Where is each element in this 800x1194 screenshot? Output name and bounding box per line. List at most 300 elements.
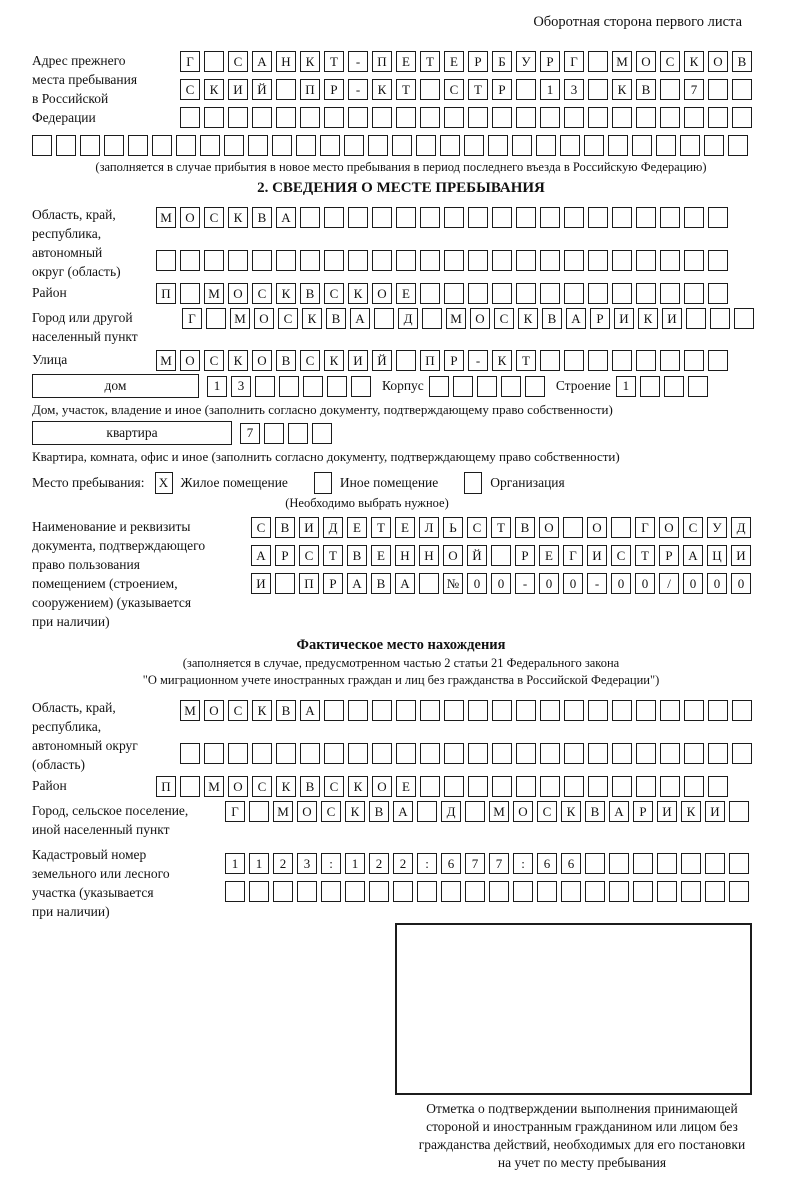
- char-cell[interactable]: [300, 743, 320, 764]
- char-cell[interactable]: [489, 881, 509, 902]
- char-cell[interactable]: К: [518, 308, 538, 329]
- char-cell[interactable]: [608, 135, 628, 156]
- char-cell[interactable]: [321, 881, 341, 902]
- char-cell[interactable]: Ц: [707, 545, 727, 566]
- char-cell[interactable]: [420, 207, 440, 228]
- char-cell[interactable]: [660, 776, 680, 797]
- char-cell[interactable]: О: [180, 350, 200, 371]
- char-cell[interactable]: А: [395, 573, 415, 594]
- char-cell[interactable]: [588, 250, 608, 271]
- char-cell[interactable]: №: [443, 573, 463, 594]
- char-cell[interactable]: С: [444, 79, 464, 100]
- char-cell[interactable]: [312, 423, 332, 444]
- char-cell[interactable]: [32, 135, 52, 156]
- char-cell[interactable]: Р: [444, 350, 464, 371]
- char-cell[interactable]: [248, 135, 268, 156]
- char-cell[interactable]: К: [228, 207, 248, 228]
- char-cell[interactable]: [564, 743, 584, 764]
- char-cell[interactable]: [252, 743, 272, 764]
- char-cell[interactable]: 2: [393, 853, 413, 874]
- char-cell[interactable]: [104, 135, 124, 156]
- char-cell[interactable]: В: [276, 700, 296, 721]
- char-cell[interactable]: [320, 135, 340, 156]
- char-cell[interactable]: [492, 207, 512, 228]
- char-cell[interactable]: [684, 776, 704, 797]
- char-cell[interactable]: О: [254, 308, 274, 329]
- char-cell[interactable]: А: [252, 51, 272, 72]
- char-cell[interactable]: 3: [231, 376, 251, 397]
- char-cell[interactable]: В: [585, 801, 605, 822]
- char-cell[interactable]: [477, 376, 497, 397]
- char-cell[interactable]: [440, 135, 460, 156]
- char-cell[interactable]: [612, 743, 632, 764]
- char-cell[interactable]: [393, 881, 413, 902]
- char-cell[interactable]: 0: [467, 573, 487, 594]
- char-cell[interactable]: [708, 207, 728, 228]
- char-cell[interactable]: С: [180, 79, 200, 100]
- char-cell[interactable]: -: [468, 350, 488, 371]
- char-cell[interactable]: [180, 250, 200, 271]
- char-cell[interactable]: [348, 107, 368, 128]
- char-cell[interactable]: П: [299, 573, 319, 594]
- char-cell[interactable]: О: [180, 207, 200, 228]
- char-cell[interactable]: [584, 135, 604, 156]
- char-cell[interactable]: [540, 776, 560, 797]
- char-cell[interactable]: О: [443, 545, 463, 566]
- char-cell[interactable]: [417, 801, 437, 822]
- char-cell[interactable]: Г: [180, 51, 200, 72]
- char-cell[interactable]: Т: [516, 350, 536, 371]
- char-cell[interactable]: К: [348, 283, 368, 304]
- char-cell[interactable]: [516, 79, 536, 100]
- char-cell[interactable]: [710, 308, 730, 329]
- char-cell[interactable]: С: [228, 51, 248, 72]
- char-cell[interactable]: [588, 776, 608, 797]
- char-cell[interactable]: Е: [347, 517, 367, 538]
- char-cell[interactable]: -: [515, 573, 535, 594]
- char-cell[interactable]: С: [204, 207, 224, 228]
- char-cell[interactable]: П: [372, 51, 392, 72]
- char-cell[interactable]: [708, 107, 728, 128]
- char-cell[interactable]: [297, 881, 317, 902]
- char-cell[interactable]: [564, 250, 584, 271]
- char-cell[interactable]: В: [371, 573, 391, 594]
- char-cell[interactable]: У: [516, 51, 536, 72]
- char-cell[interactable]: А: [276, 207, 296, 228]
- char-cell[interactable]: П: [156, 283, 176, 304]
- char-cell[interactable]: И: [348, 350, 368, 371]
- char-cell[interactable]: [657, 881, 677, 902]
- char-cell[interactable]: -: [348, 51, 368, 72]
- char-cell[interactable]: [249, 801, 269, 822]
- char-cell[interactable]: В: [275, 517, 295, 538]
- char-cell[interactable]: [660, 207, 680, 228]
- char-cell[interactable]: [372, 743, 392, 764]
- char-cell[interactable]: 1: [616, 376, 636, 397]
- char-cell[interactable]: [564, 107, 584, 128]
- char-cell[interactable]: Р: [659, 545, 679, 566]
- char-cell[interactable]: Р: [633, 801, 653, 822]
- char-cell[interactable]: М: [180, 700, 200, 721]
- char-cell[interactable]: /: [659, 573, 679, 594]
- char-cell[interactable]: С: [683, 517, 703, 538]
- char-cell[interactable]: В: [300, 776, 320, 797]
- char-cell[interactable]: С: [537, 801, 557, 822]
- char-cell[interactable]: А: [350, 308, 370, 329]
- char-cell[interactable]: В: [732, 51, 752, 72]
- char-cell[interactable]: О: [587, 517, 607, 538]
- checkbox-organization[interactable]: [464, 472, 482, 494]
- char-cell[interactable]: [345, 881, 365, 902]
- char-cell[interactable]: В: [252, 207, 272, 228]
- char-cell[interactable]: [396, 207, 416, 228]
- char-cell[interactable]: К: [348, 776, 368, 797]
- char-cell[interactable]: Ь: [443, 517, 463, 538]
- char-cell[interactable]: [324, 250, 344, 271]
- char-cell[interactable]: [372, 107, 392, 128]
- char-cell[interactable]: [632, 135, 652, 156]
- char-cell[interactable]: Е: [396, 51, 416, 72]
- char-cell[interactable]: [633, 853, 653, 874]
- char-cell[interactable]: [633, 881, 653, 902]
- char-cell[interactable]: [396, 743, 416, 764]
- char-cell[interactable]: [206, 308, 226, 329]
- char-cell[interactable]: С: [299, 545, 319, 566]
- char-cell[interactable]: [688, 376, 708, 397]
- char-cell[interactable]: [444, 283, 464, 304]
- char-cell[interactable]: [249, 881, 269, 902]
- char-cell[interactable]: [516, 776, 536, 797]
- char-cell[interactable]: И: [251, 573, 271, 594]
- char-cell[interactable]: В: [369, 801, 389, 822]
- char-cell[interactable]: Л: [419, 517, 439, 538]
- char-cell[interactable]: [588, 283, 608, 304]
- char-cell[interactable]: С: [252, 283, 272, 304]
- char-cell[interactable]: [468, 283, 488, 304]
- char-cell[interactable]: В: [542, 308, 562, 329]
- char-cell[interactable]: [180, 776, 200, 797]
- char-cell[interactable]: [609, 853, 629, 874]
- char-cell[interactable]: [708, 250, 728, 271]
- char-cell[interactable]: И: [587, 545, 607, 566]
- char-cell[interactable]: [324, 107, 344, 128]
- char-cell[interactable]: :: [321, 853, 341, 874]
- char-cell[interactable]: [492, 250, 512, 271]
- char-cell[interactable]: Т: [635, 545, 655, 566]
- char-cell[interactable]: [300, 207, 320, 228]
- char-cell[interactable]: В: [636, 79, 656, 100]
- char-cell[interactable]: 0: [731, 573, 751, 594]
- char-cell[interactable]: [660, 107, 680, 128]
- char-cell[interactable]: С: [321, 801, 341, 822]
- char-cell[interactable]: [492, 107, 512, 128]
- char-cell[interactable]: [684, 350, 704, 371]
- char-cell[interactable]: [453, 376, 473, 397]
- char-cell[interactable]: Т: [324, 51, 344, 72]
- char-cell[interactable]: Р: [515, 545, 535, 566]
- char-cell[interactable]: О: [228, 283, 248, 304]
- char-cell[interactable]: К: [252, 700, 272, 721]
- char-cell[interactable]: [288, 423, 308, 444]
- char-cell[interactable]: 3: [564, 79, 584, 100]
- char-cell[interactable]: [252, 250, 272, 271]
- char-cell[interactable]: [636, 776, 656, 797]
- char-cell[interactable]: В: [300, 283, 320, 304]
- char-cell[interactable]: [372, 700, 392, 721]
- char-cell[interactable]: А: [609, 801, 629, 822]
- char-cell[interactable]: -: [348, 79, 368, 100]
- char-cell[interactable]: [444, 250, 464, 271]
- char-cell[interactable]: [636, 350, 656, 371]
- char-cell[interactable]: [732, 79, 752, 100]
- char-cell[interactable]: С: [300, 350, 320, 371]
- char-cell[interactable]: [516, 207, 536, 228]
- char-cell[interactable]: [561, 881, 581, 902]
- char-cell[interactable]: [660, 79, 680, 100]
- char-cell[interactable]: [204, 743, 224, 764]
- char-cell[interactable]: А: [566, 308, 586, 329]
- char-cell[interactable]: [612, 283, 632, 304]
- char-cell[interactable]: 0: [491, 573, 511, 594]
- char-cell[interactable]: В: [276, 350, 296, 371]
- char-cell[interactable]: [560, 135, 580, 156]
- char-cell[interactable]: И: [657, 801, 677, 822]
- char-cell[interactable]: С: [204, 350, 224, 371]
- char-cell[interactable]: [612, 776, 632, 797]
- char-cell[interactable]: 1: [345, 853, 365, 874]
- char-cell[interactable]: [204, 51, 224, 72]
- char-cell[interactable]: [252, 107, 272, 128]
- char-cell[interactable]: Р: [275, 545, 295, 566]
- char-cell[interactable]: [513, 881, 533, 902]
- char-cell[interactable]: :: [513, 853, 533, 874]
- char-cell[interactable]: Р: [468, 51, 488, 72]
- char-cell[interactable]: М: [204, 283, 224, 304]
- char-cell[interactable]: [588, 700, 608, 721]
- char-cell[interactable]: [228, 743, 248, 764]
- char-cell[interactable]: [324, 700, 344, 721]
- char-cell[interactable]: [420, 743, 440, 764]
- char-cell[interactable]: [501, 376, 521, 397]
- char-cell[interactable]: [640, 376, 660, 397]
- char-cell[interactable]: Е: [395, 517, 415, 538]
- char-cell[interactable]: [491, 545, 511, 566]
- char-cell[interactable]: [729, 881, 749, 902]
- char-cell[interactable]: [327, 376, 347, 397]
- char-cell[interactable]: К: [492, 350, 512, 371]
- char-cell[interactable]: [392, 135, 412, 156]
- char-cell[interactable]: 7: [240, 423, 260, 444]
- char-cell[interactable]: [492, 776, 512, 797]
- char-cell[interactable]: В: [347, 545, 367, 566]
- char-cell[interactable]: А: [683, 545, 703, 566]
- char-cell[interactable]: [704, 135, 724, 156]
- char-cell[interactable]: [540, 350, 560, 371]
- char-cell[interactable]: [348, 207, 368, 228]
- char-cell[interactable]: [374, 308, 394, 329]
- char-cell[interactable]: [441, 881, 461, 902]
- char-cell[interactable]: [516, 107, 536, 128]
- char-cell[interactable]: 0: [611, 573, 631, 594]
- char-cell[interactable]: Е: [396, 776, 416, 797]
- char-cell[interactable]: [204, 250, 224, 271]
- char-cell[interactable]: [732, 743, 752, 764]
- char-cell[interactable]: [351, 376, 371, 397]
- char-cell[interactable]: [444, 700, 464, 721]
- char-cell[interactable]: Т: [468, 79, 488, 100]
- char-cell[interactable]: [396, 250, 416, 271]
- char-cell[interactable]: [417, 881, 437, 902]
- char-cell[interactable]: [664, 376, 684, 397]
- char-cell[interactable]: [429, 376, 449, 397]
- char-cell[interactable]: [680, 135, 700, 156]
- char-cell[interactable]: К: [276, 776, 296, 797]
- char-cell[interactable]: У: [707, 517, 727, 538]
- char-cell[interactable]: О: [470, 308, 490, 329]
- char-cell[interactable]: М: [156, 207, 176, 228]
- char-cell[interactable]: [468, 743, 488, 764]
- checkbox-residential[interactable]: X: [155, 472, 173, 494]
- char-cell[interactable]: [300, 250, 320, 271]
- char-cell[interactable]: С: [467, 517, 487, 538]
- char-cell[interactable]: [492, 700, 512, 721]
- char-cell[interactable]: [396, 350, 416, 371]
- char-cell[interactable]: О: [204, 700, 224, 721]
- char-cell[interactable]: Р: [540, 51, 560, 72]
- char-cell[interactable]: О: [659, 517, 679, 538]
- char-cell[interactable]: О: [252, 350, 272, 371]
- char-cell[interactable]: [585, 881, 605, 902]
- char-cell[interactable]: О: [297, 801, 317, 822]
- char-cell[interactable]: К: [684, 51, 704, 72]
- char-cell[interactable]: [420, 776, 440, 797]
- char-cell[interactable]: [708, 283, 728, 304]
- char-cell[interactable]: [660, 700, 680, 721]
- char-cell[interactable]: [396, 700, 416, 721]
- char-cell[interactable]: Р: [590, 308, 610, 329]
- char-cell[interactable]: [708, 743, 728, 764]
- char-cell[interactable]: [156, 250, 176, 271]
- char-cell[interactable]: М: [446, 308, 466, 329]
- char-cell[interactable]: [705, 853, 725, 874]
- char-cell[interactable]: К: [276, 283, 296, 304]
- char-cell[interactable]: Е: [539, 545, 559, 566]
- char-cell[interactable]: [686, 308, 706, 329]
- char-cell[interactable]: [684, 283, 704, 304]
- char-cell[interactable]: 0: [683, 573, 703, 594]
- char-cell[interactable]: [636, 250, 656, 271]
- char-cell[interactable]: 6: [561, 853, 581, 874]
- char-cell[interactable]: [564, 350, 584, 371]
- char-cell[interactable]: [636, 107, 656, 128]
- char-cell[interactable]: С: [252, 776, 272, 797]
- char-cell[interactable]: [705, 881, 725, 902]
- char-cell[interactable]: [444, 107, 464, 128]
- char-cell[interactable]: [56, 135, 76, 156]
- char-cell[interactable]: Д: [441, 801, 461, 822]
- char-cell[interactable]: 0: [539, 573, 559, 594]
- char-cell[interactable]: [636, 207, 656, 228]
- char-cell[interactable]: [588, 107, 608, 128]
- char-cell[interactable]: С: [324, 776, 344, 797]
- char-cell[interactable]: К: [681, 801, 701, 822]
- char-cell[interactable]: И: [614, 308, 634, 329]
- char-cell[interactable]: [228, 250, 248, 271]
- char-cell[interactable]: [255, 376, 275, 397]
- char-cell[interactable]: [180, 283, 200, 304]
- char-cell[interactable]: [536, 135, 556, 156]
- char-cell[interactable]: [324, 207, 344, 228]
- char-cell[interactable]: А: [347, 573, 367, 594]
- char-cell[interactable]: С: [324, 283, 344, 304]
- char-cell[interactable]: [464, 135, 484, 156]
- char-cell[interactable]: 0: [635, 573, 655, 594]
- char-cell[interactable]: [204, 107, 224, 128]
- char-cell[interactable]: [729, 801, 749, 822]
- char-cell[interactable]: Г: [563, 545, 583, 566]
- char-cell[interactable]: Е: [396, 283, 416, 304]
- char-cell[interactable]: О: [372, 776, 392, 797]
- char-cell[interactable]: [516, 743, 536, 764]
- char-cell[interactable]: [611, 517, 631, 538]
- char-cell[interactable]: [540, 107, 560, 128]
- char-cell[interactable]: [465, 801, 485, 822]
- char-cell[interactable]: Т: [323, 545, 343, 566]
- char-cell[interactable]: К: [638, 308, 658, 329]
- char-cell[interactable]: [540, 250, 560, 271]
- char-cell[interactable]: [344, 135, 364, 156]
- char-cell[interactable]: С: [660, 51, 680, 72]
- char-cell[interactable]: О: [539, 517, 559, 538]
- char-cell[interactable]: С: [611, 545, 631, 566]
- char-cell[interactable]: [540, 283, 560, 304]
- char-cell[interactable]: С: [251, 517, 271, 538]
- char-cell[interactable]: М: [230, 308, 250, 329]
- char-cell[interactable]: Т: [420, 51, 440, 72]
- char-cell[interactable]: [732, 700, 752, 721]
- char-cell[interactable]: [419, 573, 439, 594]
- char-cell[interactable]: [684, 700, 704, 721]
- char-cell[interactable]: [734, 308, 754, 329]
- char-cell[interactable]: И: [705, 801, 725, 822]
- char-cell[interactable]: Г: [225, 801, 245, 822]
- char-cell[interactable]: [272, 135, 292, 156]
- char-cell[interactable]: [564, 207, 584, 228]
- char-cell[interactable]: [656, 135, 676, 156]
- char-cell[interactable]: [348, 250, 368, 271]
- char-cell[interactable]: [276, 743, 296, 764]
- char-cell[interactable]: [660, 250, 680, 271]
- char-cell[interactable]: Й: [372, 350, 392, 371]
- char-cell[interactable]: 7: [684, 79, 704, 100]
- char-cell[interactable]: [420, 107, 440, 128]
- char-cell[interactable]: 0: [707, 573, 727, 594]
- char-cell[interactable]: [492, 283, 512, 304]
- char-cell[interactable]: [588, 207, 608, 228]
- char-cell[interactable]: [681, 853, 701, 874]
- checkbox-other-premises[interactable]: [314, 472, 332, 494]
- char-cell[interactable]: [80, 135, 100, 156]
- char-cell[interactable]: [636, 700, 656, 721]
- char-cell[interactable]: [564, 700, 584, 721]
- char-cell[interactable]: [468, 776, 488, 797]
- char-cell[interactable]: И: [662, 308, 682, 329]
- char-cell[interactable]: [540, 207, 560, 228]
- char-cell[interactable]: [729, 853, 749, 874]
- char-cell[interactable]: [636, 743, 656, 764]
- char-cell[interactable]: [420, 250, 440, 271]
- char-cell[interactable]: М: [489, 801, 509, 822]
